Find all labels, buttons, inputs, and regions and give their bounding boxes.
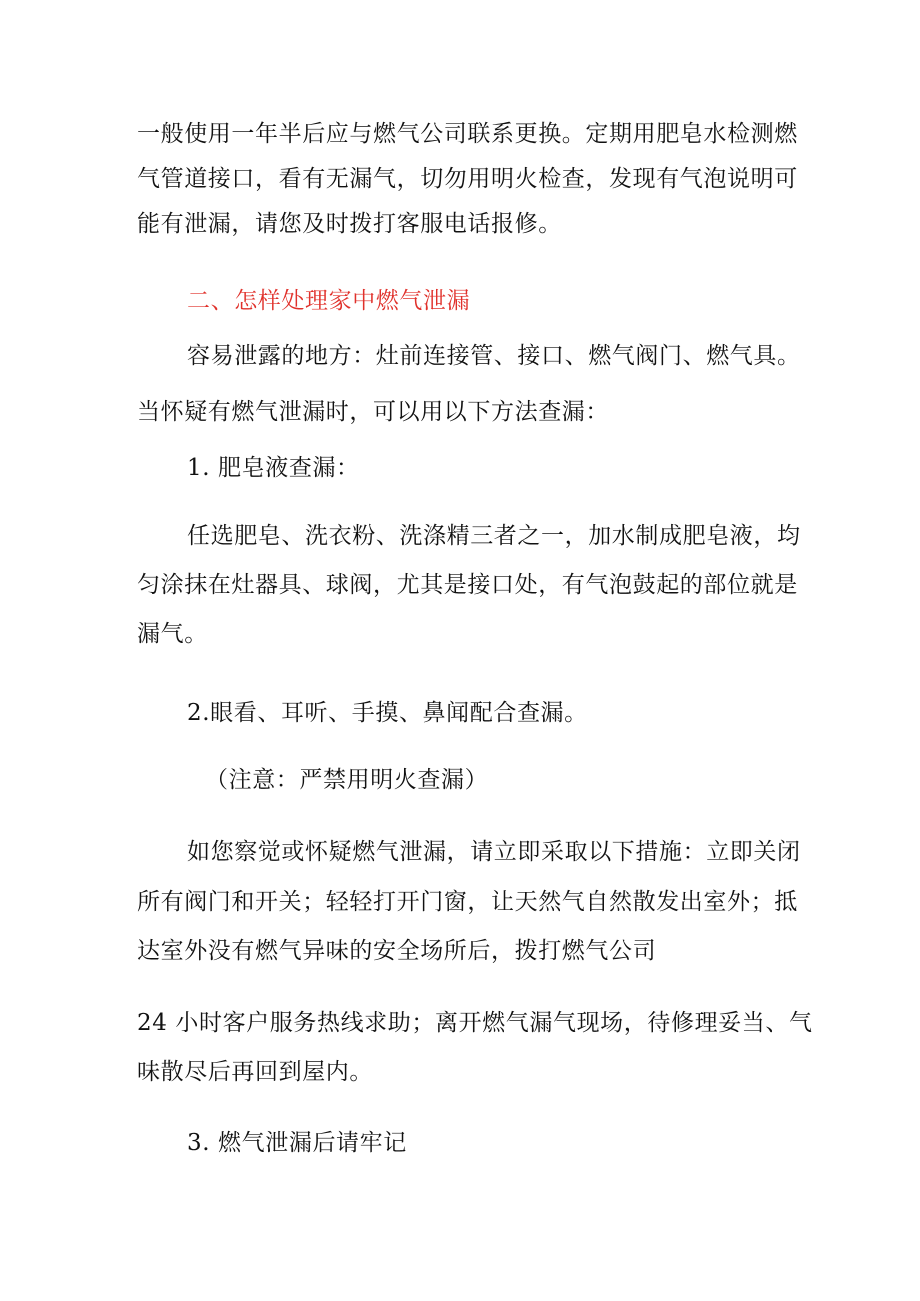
paragraph-line: 匀涂抹在灶器具、球阀，尤其是接口处，有气泡鼓起的部位就是 <box>137 572 798 598</box>
paragraph-line: 容易泄露的地方：灶前连接管、接口、燃气阀门、燃气具。 <box>187 343 801 369</box>
list-item-title: 1. 肥皂液查漏： <box>187 455 360 481</box>
paragraph-line: 气管道接口，看有无漏气，切勿用明火检查，发现有气泡说明可 <box>137 166 798 192</box>
paragraph-line: 24 小时客户服务热线求助；离开燃气漏气现场，待修理妥当、气 <box>137 1010 813 1036</box>
paragraph-line: 达室外没有燃气异味的安全场所后，拨打燃气公司 <box>137 938 657 964</box>
paragraph-line: 漏气。 <box>137 621 208 647</box>
paragraph-line: 如您察觉或怀疑燃气泄漏，请立即采取以下措施：立即关闭 <box>187 839 801 865</box>
paragraph-line: 能有泄漏，请您及时拨打客服电话报修。 <box>137 211 562 237</box>
paragraph-line: 当怀疑有燃气泄漏时，可以用以下方法查漏： <box>137 399 609 425</box>
note-text: （注意：严禁用明火查漏） <box>205 767 489 793</box>
paragraph-line: 味散尽后再回到屋内。 <box>137 1059 373 1085</box>
paragraph-line: 任选肥皂、洗衣粉、洗涤精三者之一，加水制成肥皂液，均 <box>187 523 801 549</box>
paragraph-line: 一般使用一年半后应与燃气公司联系更换。定期用肥皂水检测燃 <box>137 121 798 147</box>
section-heading: 二、怎样处理家中燃气泄漏 <box>187 288 471 314</box>
list-item-title: 3. 燃气泄漏后请牢记 <box>187 1130 407 1156</box>
list-item-title: 2.眼看、耳听、手摸、鼻闻配合查漏。 <box>187 700 588 726</box>
paragraph-line: 所有阀门和开关；轻轻打开门窗，让天然气自然散发出室外；抵 <box>137 889 798 915</box>
